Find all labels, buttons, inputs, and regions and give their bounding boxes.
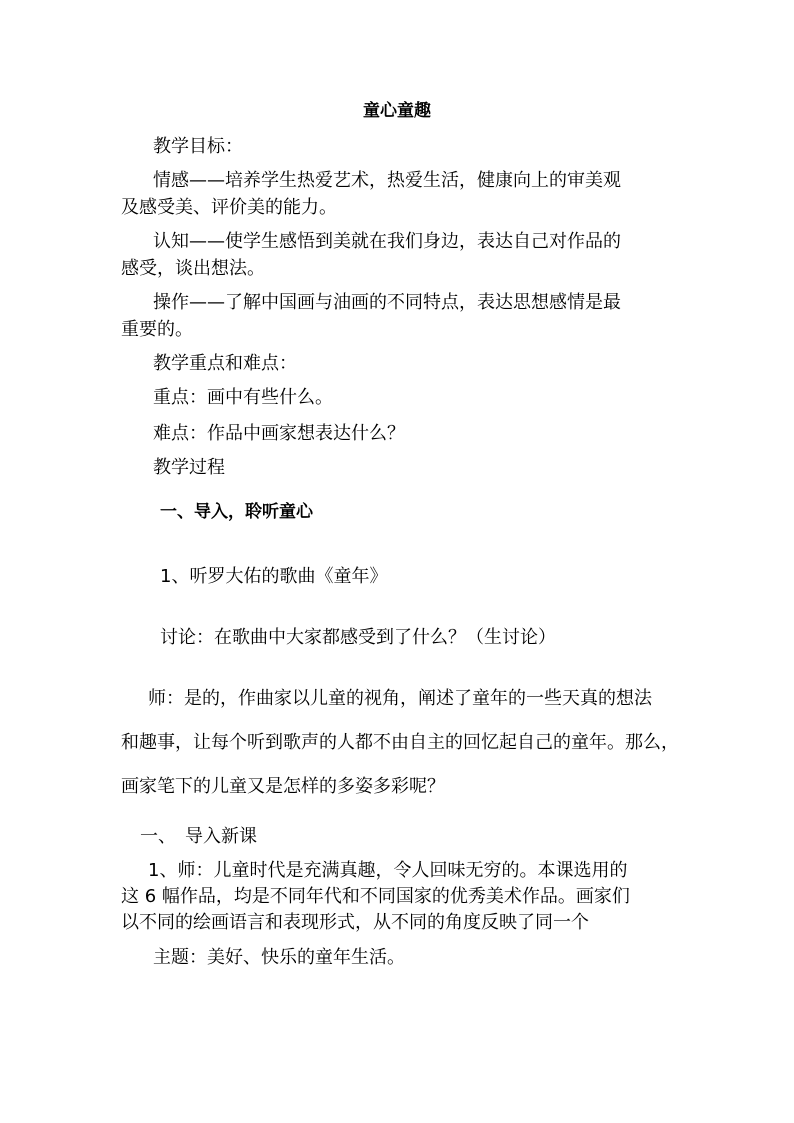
cognition-line-1: 认知——使学生感悟到美就在我们身边，表达自己对作品的 — [153, 231, 621, 252]
teacher-line-2: 和趣事，让每个听到歌声的人都不由自主的回忆起自己的童年。那么， — [121, 732, 679, 753]
operation-line-2: 重要的。 — [121, 319, 193, 340]
process-heading: 教学过程 — [153, 457, 225, 478]
emotion-line-1: 情感——培养学生热爱艺术，热爱生活，健康向上的审美观 — [153, 170, 621, 191]
new-lesson-line-2: 这 6 幅作品，均是不同年代和不同国家的优秀美术作品。画家们 — [121, 886, 630, 907]
page-title: 童心童趣 — [363, 101, 431, 121]
keypoint-line: 重点：画中有些什么。 — [153, 387, 333, 408]
section1-heading: 一、导入，聆听童心 — [160, 502, 313, 522]
operation-line-1: 操作——了解中国画与油画的不同特点，表达思想感情是最 — [153, 292, 621, 313]
cognition-line-2: 感受，谈出想法。 — [121, 258, 265, 279]
section2-heading: 一、 导入新课 — [140, 826, 257, 847]
new-lesson-line-1: 1、师：儿童时代是充满真趣，令人回味无穷的。本课选用的 — [148, 860, 628, 881]
item1-line: 1、听罗大佑的歌曲《童年》 — [160, 566, 388, 587]
difficulty-line: 难点：作品中画家想表达什么？ — [153, 423, 405, 444]
discussion-line: 讨论：在歌曲中大家都感受到了什么？（生讨论） — [160, 627, 556, 648]
objectives-heading: 教学目标： — [153, 136, 243, 157]
keypoints-heading: 教学重点和难点： — [153, 353, 297, 374]
teacher-line-1: 师：是的，作曲家以儿童的视角，阐述了童年的一些天真的想法 — [148, 688, 652, 709]
teacher-line-3: 画家笔下的儿童又是怎样的多姿多彩呢？ — [121, 776, 445, 797]
theme-line: 主题：美好、快乐的童年生活。 — [153, 947, 405, 968]
emotion-line-2: 及感受美、评价美的能力。 — [121, 197, 337, 218]
new-lesson-line-3: 以不同的绘画语言和表现形式，从不同的角度反映了同一个 — [121, 912, 589, 933]
